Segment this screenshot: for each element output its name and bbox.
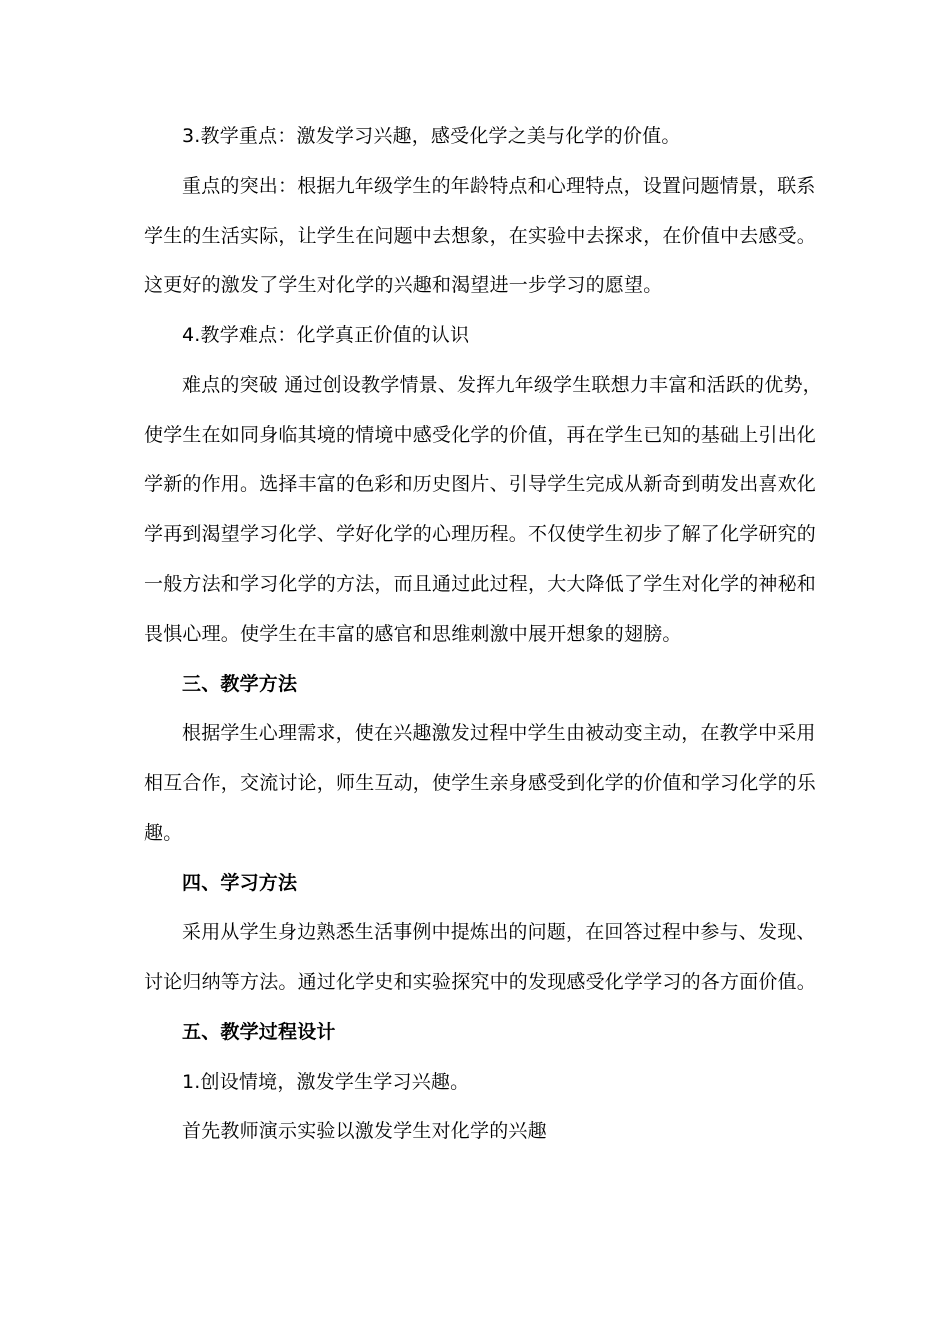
- section-heading-teaching-methods: 三、教学方法: [182, 673, 298, 695]
- process-step-1-detail-line: 首先教师演示实验以激发学生对化学的兴趣: [182, 1120, 547, 1142]
- teaching-focus-line: 3.教学重点：激发学习兴趣，感受化学之美与化学的价值。: [182, 125, 681, 147]
- section-heading-learning-methods: 四、学习方法: [182, 872, 298, 894]
- teaching-methods-para-line-1: 根据学生心理需求，使在兴趣激发过程中学生由被动变主动，在教学中采用: [182, 722, 816, 744]
- learning-methods-para-line-1: 采用从学生身边熟悉生活事例中提炼出的问题，在回答过程中参与、发现、: [182, 921, 816, 943]
- difficulty-breakthrough-para-line-6: 畏惧心理。使学生在丰富的感官和思维刺激中展开想象的翅膀。: [144, 623, 682, 645]
- difficulty-breakthrough-para-line-2: 使学生在如同身临其境的情境中感受化学的价值，再在学生已知的基础上引出化: [144, 424, 817, 446]
- focus-highlight-para-line-3: 这更好的激发了学生对化学的兴趣和渴望进一步学习的愿望。: [144, 274, 663, 296]
- learning-methods-para-line-2: 讨论归纳等方法。通过化学史和实验探究中的发现感受化学学习的各方面价值。: [144, 971, 817, 993]
- section-heading-process-design: 五、教学过程设计: [182, 1021, 336, 1043]
- teaching-methods-para-line-2: 相互合作，交流讨论，师生互动，使学生亲身感受到化学的价值和学习化学的乐: [144, 772, 817, 794]
- teaching-difficulty-line: 4.教学难点：化学真正价值的认识: [182, 324, 470, 346]
- difficulty-breakthrough-para-line-3: 学新的作用。选择丰富的色彩和历史图片、引导学生完成从新奇到萌发出喜欢化: [144, 473, 817, 495]
- process-step-1-line: 1.创设情境，激发学生学习兴趣。: [182, 1071, 470, 1093]
- difficulty-breakthrough-para-line-1: 难点的突破 通过创设教学情景、发挥九年级学生联想力丰富和活跃的优势，: [182, 374, 822, 396]
- teaching-methods-para-line-3: 趣。: [144, 822, 183, 844]
- difficulty-breakthrough-para-line-5: 一般方法和学习化学的方法，而且通过此过程，大大降低了学生对化学的神秘和: [144, 573, 817, 595]
- focus-highlight-para-line-1: 重点的突出：根据九年级学生的年龄特点和心理特点，设置问题情景，联系: [182, 175, 816, 197]
- difficulty-breakthrough-para-line-4: 学再到渴望学习化学、学好化学的心理历程。不仅使学生初步了解了化学研究的: [144, 523, 817, 545]
- focus-highlight-para-line-2: 学生的生活实际，让学生在问题中去想象，在实验中去探求，在价值中去感受。: [144, 225, 817, 247]
